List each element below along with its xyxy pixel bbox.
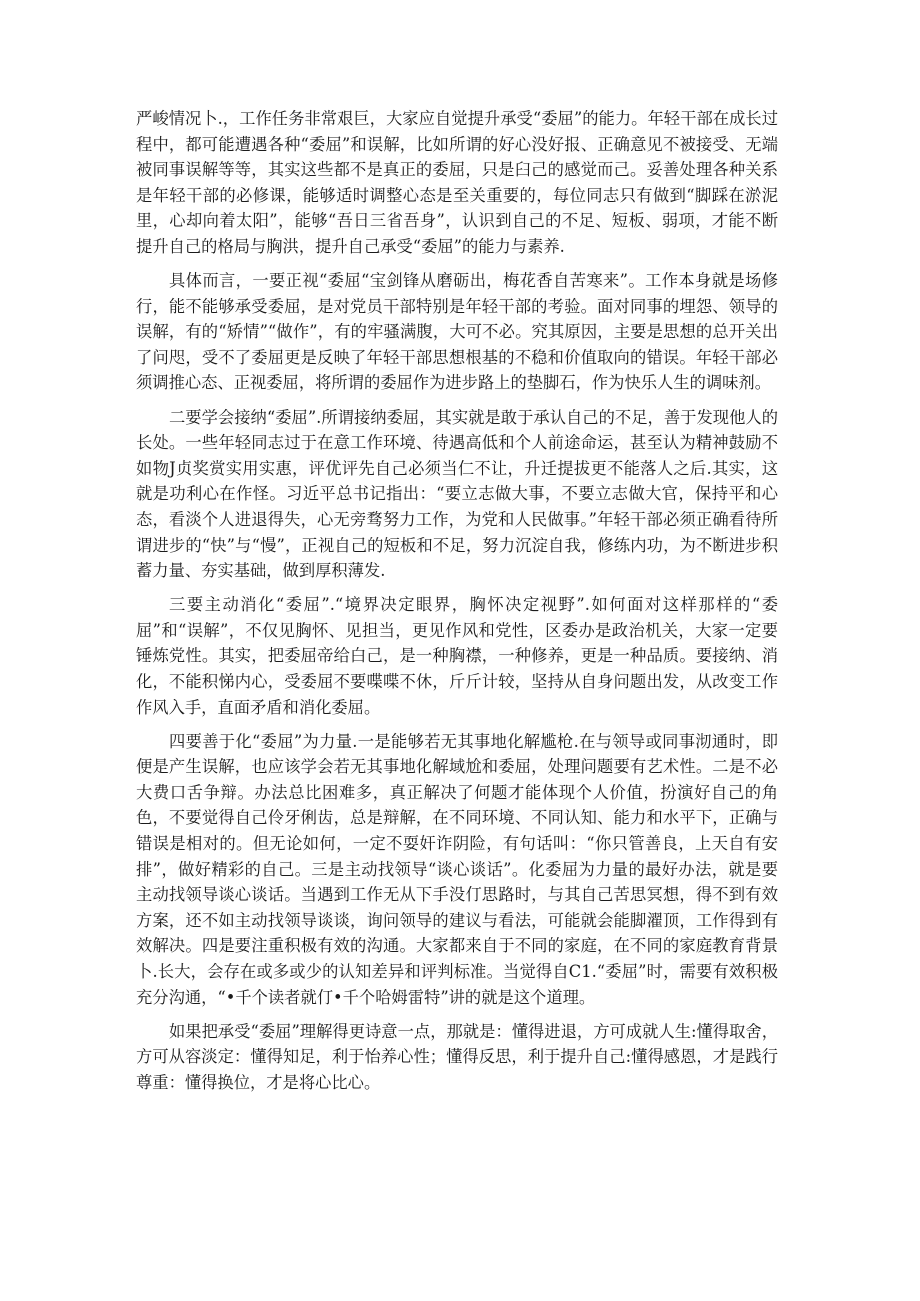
paragraph-intro-continued: 严峻情况卜.，工作任务非常艰巨，大家应自觉提升承受“委屈”的能力。年轻干部在成长过程中，都可能遭遇各种“委屈”和误解，比如所谓的好心没好报、正确意见不被接受、无端被同事误解等等，其实这些都不是真正的委屈，只是臼己的感觉而己。妥善处理各种关系是年轻干部的必修课，能够适时调整心态是至关重要的，每位同志只有做到“脚踩在淤泥里，心却向着太阳”，能够“吾日三省吾身”，认识到自己的不足、短板、弱项，才能不断提升自己的格局与胸洪，提升自己承受“委屈”的能力与素养.	[136, 109, 778, 256]
paragraph-conclusion: 如果把承受“委屈”理解得更诗意一点，那就是：懂得进退，方可成就人生:懂得取舍，方可从容淡定：懂得知足，利于怡养心性；懂得反思，利于提升自己:懂得感恩，才是践行尊重：懂得换位，才是将心比心。	[136, 1021, 778, 1092]
paragraph-accept-grievance: 二要学会接纳“委屈”.所谓接纳委屈，其实就是敢于承认自己的不足，善于发现他人的长处。一些年轻同志过于在意工作环境、待遇高低和个人前途命运，甚至认为精神鼓励不如物J贞奖赏实用实惠，评优评先自己必须当仁不让，升迁提拔更不能落人之后.其实，这就是功利心在作怪。习近平总书记指出：“要立志做大事，不要立志做大官，保持平和心态，看淡个人进退得失，心无旁骛努力工作，为党和人民做事。”年轻干部必须正确看待所谓进步的“快”与“慢”，正视自己的短板和不足，努力沉淀自我，修练内功，为不断进步积蓄力量、夯实基础，做到厚积薄发.	[136, 407, 778, 581]
document-body	[136, 106, 778, 1104]
paragraph-face-grievance: 具体而言，一要正视“委屈“宝剑锋从磨砺出，梅花香自苦寒来”。工作本身就是场修行，能不能够承受委屈，是对党员干部特别是年轻干部的考验。面对同事的埋怨、领导的误解，有的“矫情”“做作”，有的牢骚满腹，大可不必。究其原因，主要是思想的总开关出了问咫，受不了委屈更是反映了年轻干部思想根基的不稳和价值取向的错误。年轻干部必须调推心态、正视委屈，将所谓的委屈作为进步路上的垫脚石，作为快乐人生的调味剂。	[136, 271, 778, 393]
paragraph-grievance-to-strength: 四要善于化“委屈”为力量.一是能够若无其事地化解尴枪.在与领导或同事沏通时，即便是产生误解，也应该学会若无其事地化解域尬和委屈，处理问题要有艺术性。二是不必大费口舌争辩。办法总比困难多，真正解决了何题才能体现个人价值，扮演好自己的角色，不要觉得自己伶牙俐齿，总是辩解，在不同环境、不同认知、能力和水平下，正确与错误是相对的。但无论如何，一定不耍奸诈阴险，有句话叫：“你只管善良，上天自有安排”，做好精彩的自己。三是主动找领导“谈心谈话”。化委屈为力量的最好办法，就是要主动找领导谈心谈话。当遇到工作无从下手没仃思路时，与其自己苦思冥想，得不到有效方案，还不如主动找领导谈谈，询问领导的建议与看法，可能就会能脚濯顶，工作得到有效解决。四是要注重积极有效的沟通。大家都来自于不同的家庭，在不同的家庭教育背景卜.长大，会存在或多或少的认知差异和评判标准。当觉得自C1.“委屈”时，需要有效积极充分沟通，“•千个读者就仃•千个哈姆雷特”讲的就是这个道理。	[136, 731, 778, 1007]
paragraph-digest-grievance: 三要主动消化“委屈”.“境界决定眼界，胸怀决定视野”.如何面对这样那样的“委屈”和“误解”，不仅见胸怀、见担当，更见作风和党性，区委办是政治机关，大家一定要锤炼党性。其实，把委屈帝给白己，是一种胸襟，一种修养，更是一种品质。要接纳、消化，不能积悌内心，受委屈不要喋喋不休，斤斤计较，坚持从自身问题出发，从改变工作作风入手，直面矛盾和消化委屈。	[136, 595, 778, 717]
